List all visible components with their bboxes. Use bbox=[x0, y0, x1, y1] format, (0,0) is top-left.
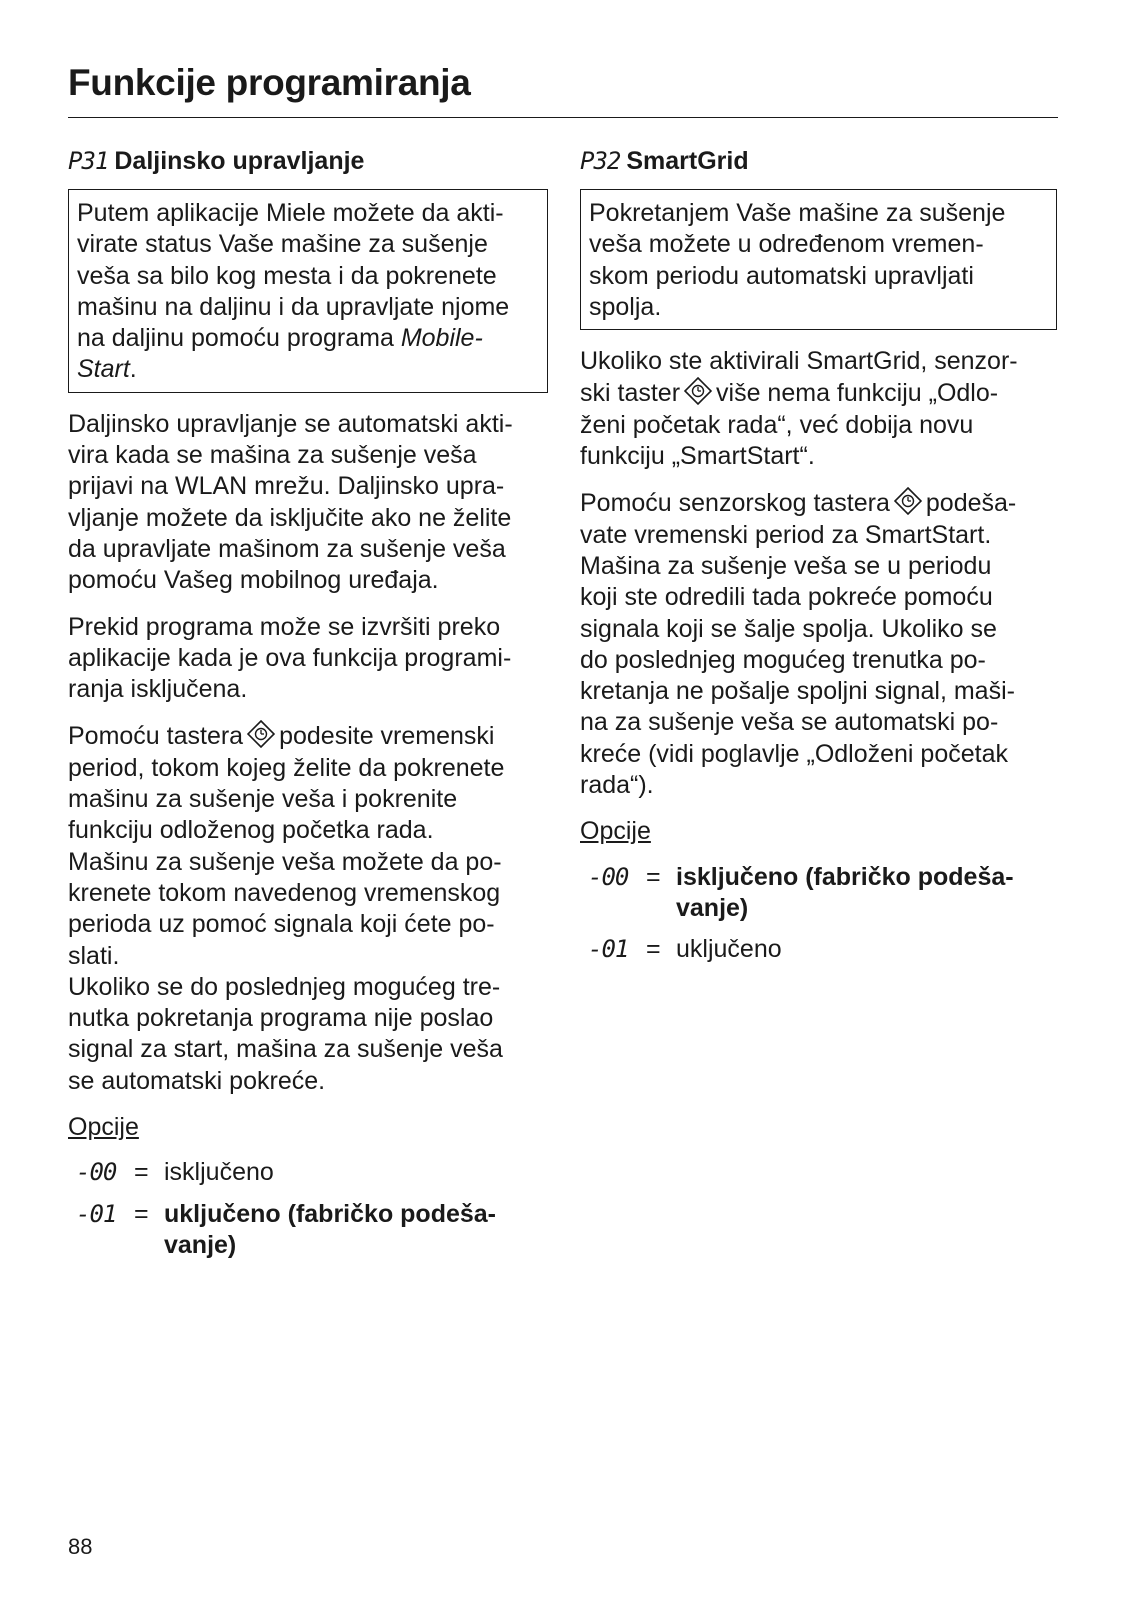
text-line: vljanje možete da isključite ako ne želite bbox=[68, 503, 512, 532]
text-fragment: Pomoću senzorskog tastera bbox=[580, 489, 890, 518]
box-line: virate status Vaše mašine za sušenje bbox=[77, 230, 488, 259]
option-row-p32-01 bbox=[580, 934, 1065, 965]
text-line: do poslednjeg mogućeg trenutka po- bbox=[580, 645, 986, 674]
text-line: Daljinsko upravljanje se automatski akti- bbox=[68, 409, 513, 438]
text-line: vira kada se mašina za sušenje veša bbox=[68, 441, 477, 470]
text-line: na za sušenje veša se automatski po- bbox=[580, 708, 999, 737]
text-line: Mašina za sušenje veša se u periodu bbox=[580, 551, 992, 580]
text-fragment: podeša- bbox=[925, 489, 1017, 518]
text-line: mašinu za sušenje veša i pokrenite bbox=[68, 785, 458, 814]
box-line: mašinu na daljinu i da upravljate njome bbox=[77, 292, 510, 321]
text-fragment: podesite vremenski bbox=[279, 722, 495, 751]
text-line: da upravljate mašinom za sušenje veša bbox=[68, 534, 506, 563]
mobile-start-term: Mobile- bbox=[400, 324, 483, 353]
text-line: koji ste odredili tada pokreće pomoću bbox=[580, 583, 993, 612]
text-fragment: ski taster bbox=[580, 379, 681, 408]
option-code: -01 bbox=[588, 935, 629, 964]
text-line: kretanja ne pošalje spoljni signal, maši- bbox=[580, 677, 1015, 706]
section-p32 bbox=[580, 146, 1065, 976]
option-equals: = bbox=[134, 1199, 149, 1228]
program-code-p31: P31 bbox=[68, 147, 109, 175]
text-line: nutka pokretanja programa nije poslao bbox=[68, 1004, 494, 1033]
text-line: rada“). bbox=[580, 771, 654, 800]
clock-diamond-icon bbox=[684, 377, 712, 405]
box-line: Pokretanjem Vaše mašine za sušenje bbox=[589, 199, 1006, 227]
box-line: Putem aplikacije Miele možete da akti- bbox=[77, 199, 504, 227]
section-title-p32: SmartGrid bbox=[626, 147, 749, 175]
box-line bbox=[77, 354, 539, 385]
option-code: -01 bbox=[76, 1199, 117, 1228]
text-line bbox=[580, 487, 1065, 519]
option-text-line: vanje) bbox=[164, 1230, 237, 1259]
box-line: skom periodu automatski upravljati bbox=[589, 261, 974, 290]
paragraph-timer-setting bbox=[68, 720, 548, 1097]
text-line: se automatski pokreće. bbox=[68, 1066, 326, 1095]
text-line: ranja isključena. bbox=[68, 675, 248, 704]
option-text-default bbox=[164, 1199, 548, 1262]
paragraph-program-abort bbox=[68, 612, 548, 706]
text-line: krenete tokom navedenog vremenskog bbox=[68, 878, 501, 907]
text-fragment: više nema funkciju „Odlo- bbox=[716, 379, 999, 408]
paragraph-smartgrid-activated bbox=[580, 346, 1065, 472]
text-fragment: Pomoću tastera bbox=[68, 722, 244, 751]
option-text-line: isključeno (fabričko podeša- bbox=[676, 862, 1014, 891]
text-line: Ukoliko ste aktivirali SmartGrid, senzor- bbox=[580, 347, 1018, 376]
option-code: -00 bbox=[588, 862, 629, 891]
section-title-p31: Daljinsko upravljanje bbox=[114, 147, 365, 175]
clock-diamond-icon bbox=[894, 487, 922, 515]
option-row-p31-00 bbox=[68, 1157, 548, 1188]
section-heading-p31 bbox=[68, 146, 548, 177]
text-line: funkciju odloženog početka rada. bbox=[68, 816, 434, 845]
info-box-p32 bbox=[580, 189, 1057, 330]
text-line: kreće (vidi poglavlje „Odloženi početak bbox=[580, 739, 1008, 768]
option-code: -00 bbox=[76, 1158, 117, 1187]
box-text: na daljinu pomoću programa bbox=[77, 324, 401, 353]
option-text: isključeno bbox=[164, 1158, 274, 1187]
title-divider bbox=[68, 117, 1058, 118]
text-line bbox=[68, 720, 548, 752]
text-line: Mašinu za sušenje veša možete da po- bbox=[68, 847, 502, 876]
option-text-line: vanje) bbox=[676, 893, 749, 922]
program-code-p32: P32 bbox=[580, 147, 621, 175]
section-heading-p32 bbox=[580, 146, 1065, 177]
options-label-p32: Opcije bbox=[580, 817, 651, 846]
paragraph-remote-activation bbox=[68, 409, 548, 597]
box-line: veša sa bilo kog mesta i da pokrenete bbox=[77, 261, 497, 290]
box-line: spolja. bbox=[589, 292, 662, 321]
text-line: vate vremenski period za SmartStart. bbox=[580, 520, 992, 549]
option-text-line: uključeno (fabričko podeša- bbox=[164, 1199, 497, 1228]
mobile-start-term-end: Start bbox=[77, 355, 130, 384]
text-line: ženi početak rada“, već dobija novu bbox=[580, 410, 974, 439]
text-line: perioda uz pomoć signala koji ćete po- bbox=[68, 910, 495, 939]
option-row-p31-01 bbox=[68, 1199, 548, 1262]
option-row-p32-00 bbox=[580, 862, 1065, 925]
option-text-default bbox=[676, 862, 1065, 925]
box-text: . bbox=[129, 355, 137, 384]
page-number: 88 bbox=[68, 1534, 93, 1559]
box-line bbox=[77, 323, 539, 354]
text-line: aplikacije kada je ova funkcija programi- bbox=[68, 643, 512, 672]
options-label-p31: Opcije bbox=[68, 1113, 139, 1142]
section-p31 bbox=[68, 146, 548, 1271]
text-line bbox=[580, 377, 1065, 409]
paragraph-smartstart-period bbox=[580, 487, 1065, 801]
text-line: funkciju „SmartStart“. bbox=[580, 442, 815, 471]
box-line: veša možete u određenom vremen- bbox=[589, 230, 984, 259]
text-line: signala koji se šalje spolja. Ukoliko se bbox=[580, 614, 997, 643]
option-equals: = bbox=[134, 1158, 149, 1187]
text-line: signal za start, mašina za sušenje veša bbox=[68, 1035, 503, 1064]
option-equals: = bbox=[646, 862, 661, 891]
text-line: Ukoliko se do poslednjeg mogućeg tre- bbox=[68, 972, 501, 1001]
option-text: uključeno bbox=[676, 935, 782, 964]
text-line: pomoću Vašeg mobilnog uređaja. bbox=[68, 566, 439, 595]
text-line: slati. bbox=[68, 941, 120, 970]
text-line: period, tokom kojeg želite da pokrenete bbox=[68, 753, 505, 782]
info-box-p31 bbox=[68, 189, 548, 393]
text-line: prijavi na WLAN mrežu. Daljinsko upra- bbox=[68, 472, 505, 501]
text-line: Prekid programa može se izvršiti preko bbox=[68, 612, 501, 641]
option-equals: = bbox=[646, 935, 661, 964]
page-title: Funkcije programiranja bbox=[68, 62, 471, 103]
clock-diamond-icon bbox=[247, 720, 275, 748]
